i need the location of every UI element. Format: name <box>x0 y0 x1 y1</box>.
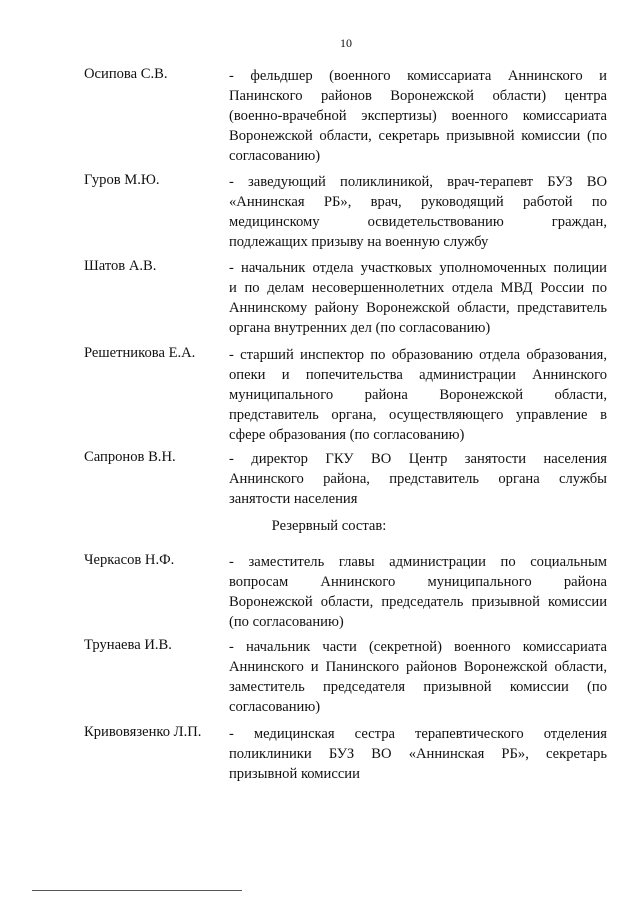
description-line: (военно-врачебной экспертизы) военного комиссариата <box>229 108 607 124</box>
description-line: Воронежской области, председатель призывной комиссии <box>229 594 607 610</box>
description-line: подлежащих призыву на военную службу <box>229 234 489 250</box>
description-line: муниципального района Воронежской области, <box>229 387 607 403</box>
description-line: - начальник отдела участковых уполномоченных полиции <box>229 260 607 276</box>
description-line: - старший инспектор по образованию отдела образования, <box>229 347 607 363</box>
description-line: согласованию) <box>229 148 321 164</box>
reserve-heading: Резервный состав: <box>271 518 387 534</box>
description-line: опеки и попечительства администрации Аннинского <box>229 367 607 383</box>
member-description <box>229 724 607 784</box>
description-line: призывной комиссии <box>229 766 360 782</box>
member-description <box>229 66 607 166</box>
description-line: органа внутренних дел (по согласованию) <box>229 320 491 336</box>
description-line: и по делам несовершеннолетних отдела МВД России по <box>229 280 607 296</box>
description-line: Аннинскому району Воронежской области, представитель <box>229 300 607 316</box>
description-line: Аннинского района, представитель органа службы <box>229 471 607 487</box>
member-name: Гуров М.Ю. <box>84 172 160 188</box>
member-description <box>229 258 607 338</box>
member-name: Кривовязенко Л.П. <box>84 724 202 740</box>
member-description <box>229 172 607 252</box>
description-line: - директор ГКУ ВО Центр занятости населения <box>229 451 607 467</box>
description-line: Воронежской области, секретарь призывной комиссии (по <box>229 128 607 144</box>
description-line: сфере образования (по согласованию) <box>229 427 465 443</box>
description-line: Аннинского и Панинского районов Воронежской области, <box>229 659 607 675</box>
description-line: медицинскому освидетельствованию граждан, <box>229 214 607 230</box>
member-description <box>229 345 607 445</box>
member-description <box>229 637 607 717</box>
description-line: - фельдшер (военного комиссариата Аннинского и <box>229 68 607 84</box>
member-name: Решетникова Е.А. <box>84 345 196 361</box>
member-name: Шатов А.В. <box>84 258 157 274</box>
description-line: - медицинская сестра терапевтического отделения <box>229 726 607 742</box>
description-line: представитель органа, осуществляющего управление в <box>229 407 607 423</box>
description-line: - заведующий поликлиникой, врач-терапевт БУЗ ВО <box>229 174 607 190</box>
description-line: согласованию) <box>229 699 321 715</box>
description-line: вопросам Аннинского муниципального района <box>229 574 607 590</box>
description-line: «Аннинская РБ», врач, руководящий работой по <box>229 194 607 210</box>
member-name: Осипова С.В. <box>84 66 168 82</box>
description-line: Панинского районов Воронежской области) центра <box>229 88 607 104</box>
description-line: заместитель председателя призывной комиссии (по <box>229 679 607 695</box>
member-description <box>229 552 607 632</box>
member-name: Черкасов Н.Ф. <box>84 552 175 568</box>
page-number: 10 <box>340 36 352 50</box>
description-line: занятости населения <box>229 491 358 507</box>
member-description <box>229 449 607 509</box>
footer-divider <box>32 890 242 891</box>
description-line: поликлиники БУЗ ВО «Аннинская РБ», секретарь <box>229 746 607 762</box>
member-name: Сапронов В.Н. <box>84 449 176 465</box>
member-name: Трунаева И.В. <box>84 637 172 653</box>
description-line: - начальник части (секретной) военного комиссариата <box>229 639 607 655</box>
description-line: (по согласованию) <box>229 614 344 630</box>
description-line: - заместитель главы администрации по социальным <box>229 554 607 570</box>
